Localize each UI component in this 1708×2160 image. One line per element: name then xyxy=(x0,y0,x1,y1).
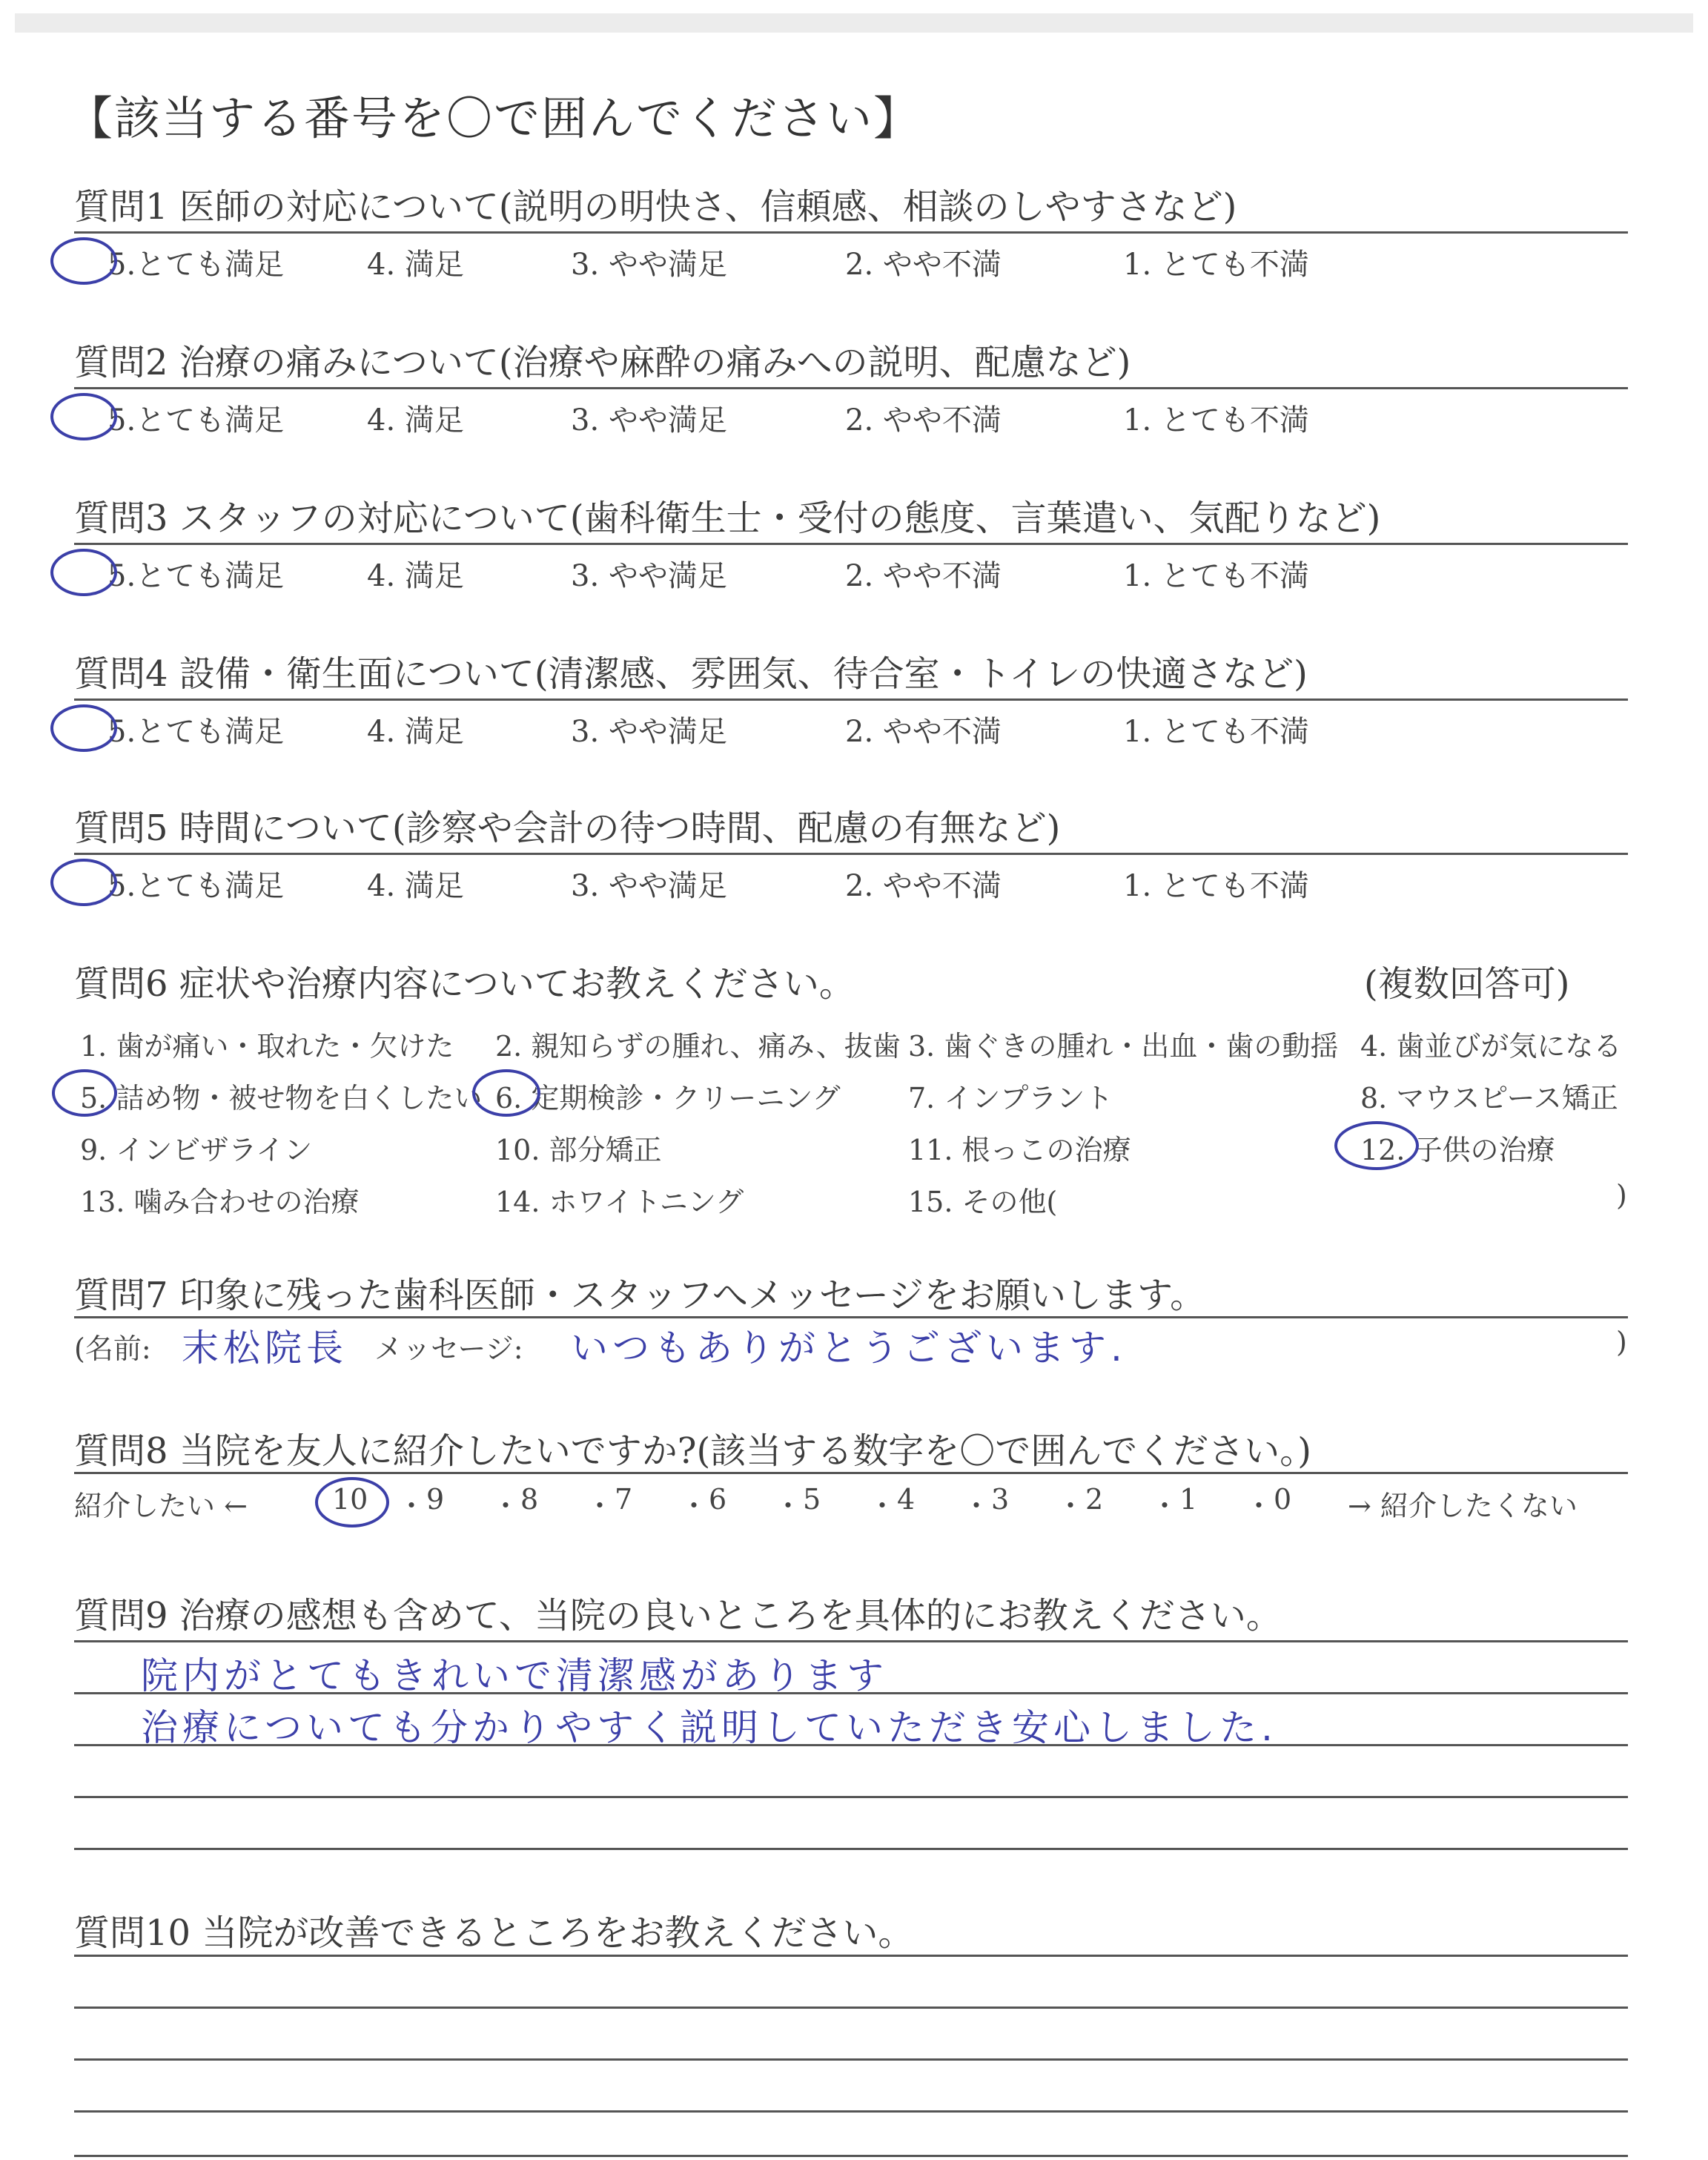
q5-option-3[interactable]: 3. やや満足 xyxy=(571,869,727,903)
q6-item-10[interactable]: 10. 部分矯正 xyxy=(495,1134,662,1166)
q10-rule-1 xyxy=(74,1955,1628,1957)
q1-selection-circle xyxy=(50,237,117,285)
q2-selection-circle xyxy=(50,393,117,440)
q3-option-2[interactable]: 2. やや不満 xyxy=(845,559,1002,593)
q6-item-16: ) xyxy=(1616,1179,1627,1212)
q9-title: 質問9 治療の感想も含めて、当院の良いところを具体的にお教えください。 xyxy=(74,1595,1282,1636)
q3-option-5[interactable]: 5.とても満足 xyxy=(107,559,285,593)
page-header: 【該当する番号を〇で囲んでください】 xyxy=(67,91,921,145)
q2-title: 質問2 治療の痛みについて(治療や麻酔の痛みへの説明、配慮など) xyxy=(74,342,1131,383)
q1-option-1[interactable]: 1. とても不満 xyxy=(1123,248,1309,282)
q4-selection-circle xyxy=(50,704,117,752)
q8-selection-circle xyxy=(315,1477,389,1527)
q9-rule-1 xyxy=(74,1640,1628,1642)
q6-item-4[interactable]: 4. 歯並びが気になる xyxy=(1360,1030,1622,1063)
q6-item-11[interactable]: 11. 根っこの治療 xyxy=(908,1134,1131,1166)
q10-title: 質問10 当院が改善できるところをお教えください。 xyxy=(74,1912,914,1954)
q1-option-2[interactable]: 2. やや不満 xyxy=(845,248,1002,282)
q8-title: 質問8 当院を友人に紹介したいですか?(該当する数字を〇で囲んでください。) xyxy=(74,1430,1311,1472)
q8-scale-separator: ・ xyxy=(586,1490,615,1522)
q6-item-6[interactable]: 6. 定期検診・クリーニング xyxy=(495,1082,841,1114)
scan-top-edge xyxy=(15,13,1693,33)
q9-answer-line-2[interactable]: 治療についても分かりやすく説明していただき安心しました. xyxy=(141,1706,1277,1749)
q8-scale-separator: ・ xyxy=(1245,1490,1274,1522)
q5-title: 質問5 時間について(診察や会計の待つ時間、配慮の有無など) xyxy=(74,807,1061,849)
q8-scale-separator: ・ xyxy=(1056,1490,1085,1522)
q6-item-5[interactable]: 5. 詰め物・被せ物を白くしたい xyxy=(80,1082,483,1114)
q8-scale-0[interactable]: 0 xyxy=(1274,1483,1292,1516)
q8-scale-9[interactable]: 9 xyxy=(426,1483,445,1516)
q6-item-8[interactable]: 8. マウスピース矯正 xyxy=(1360,1082,1618,1114)
q10-rule-2 xyxy=(74,2007,1628,2009)
q1-rule xyxy=(74,231,1628,234)
q6-item-2[interactable]: 2. 親知らずの腫れ、痛み、抜歯 xyxy=(495,1030,901,1063)
q1-option-5[interactable]: 5.とても満足 xyxy=(107,248,285,282)
q6-item-13[interactable]: 13. 噛み合わせの治療 xyxy=(80,1186,360,1218)
q5-option-5[interactable]: 5.とても満足 xyxy=(107,869,285,903)
q1-option-3[interactable]: 3. やや満足 xyxy=(571,248,727,282)
q8-right-label: → 紹介したくない xyxy=(1348,1490,1578,1522)
q3-option-1[interactable]: 1. とても不満 xyxy=(1123,559,1309,593)
q6-item-3[interactable]: 3. 歯ぐきの腫れ・出血・歯の動揺 xyxy=(908,1030,1339,1063)
q8-scale-separator: ・ xyxy=(774,1490,803,1522)
q3-title: 質問3 スタッフの対応について(歯科衛生士・受付の態度、言葉遣い、気配りなど) xyxy=(74,498,1381,539)
q8-scale-separator: ・ xyxy=(491,1490,520,1522)
q6-item-7[interactable]: 7. インプラント xyxy=(908,1082,1113,1114)
q8-scale-separator: ・ xyxy=(962,1490,991,1522)
q3-option-3[interactable]: 3. やや満足 xyxy=(571,559,727,593)
q7-title: 質問7 印象に残った歯科医師・スタッフへメッセージをお願いします。 xyxy=(74,1275,1206,1316)
q7-message-value[interactable]: いつもありがとうございます. xyxy=(571,1327,1127,1370)
q7-close-paren: ) xyxy=(1616,1326,1627,1358)
q8-scale-10[interactable]: 10 xyxy=(332,1483,368,1516)
q3-selection-circle xyxy=(50,549,117,596)
q8-scale-separator: ・ xyxy=(868,1490,897,1522)
q3-rule xyxy=(74,543,1628,545)
q2-option-1[interactable]: 1. とても不満 xyxy=(1123,403,1309,437)
q8-scale-6[interactable]: 6 xyxy=(709,1483,727,1516)
q3-option-4[interactable]: 4. 満足 xyxy=(367,559,464,593)
q4-option-5[interactable]: 5.とても満足 xyxy=(107,715,285,749)
q4-rule xyxy=(74,698,1628,701)
q8-rule xyxy=(74,1472,1628,1474)
q6-item-12[interactable]: 12. 子供の治療 xyxy=(1360,1134,1555,1166)
q8-scale-separator: ・ xyxy=(397,1490,426,1522)
q6-selection-circle-6 xyxy=(472,1069,540,1117)
q8-left-label: 紹介したい ← xyxy=(74,1490,248,1522)
q10-rule-5 xyxy=(74,2155,1628,2157)
q8-scale-5[interactable]: 5 xyxy=(803,1483,821,1516)
q5-selection-circle xyxy=(50,859,117,906)
q4-title: 質問4 設備・衛生面について(清潔感、雰囲気、待合室・トイレの快適さなど) xyxy=(74,653,1308,695)
q2-rule xyxy=(74,387,1628,389)
q2-option-5[interactable]: 5.とても満足 xyxy=(107,403,285,437)
q8-scale-8[interactable]: 8 xyxy=(520,1483,539,1516)
q8-scale-4[interactable]: 4 xyxy=(897,1483,916,1516)
q7-name-label: (名前: xyxy=(74,1332,151,1365)
q10-rule-3 xyxy=(74,2058,1628,2061)
q4-option-1[interactable]: 1. とても不満 xyxy=(1123,715,1309,749)
q7-message-label: メッセージ: xyxy=(374,1332,523,1365)
q6-item-1[interactable]: 1. 歯が痛い・取れた・欠けた xyxy=(80,1030,454,1063)
q8-scale-7[interactable]: 7 xyxy=(615,1483,633,1516)
q2-option-2[interactable]: 2. やや不満 xyxy=(845,403,1002,437)
q5-option-2[interactable]: 2. やや不満 xyxy=(845,869,1002,903)
q9-rule-4 xyxy=(74,1796,1628,1798)
q8-scale-3[interactable]: 3 xyxy=(991,1483,1010,1516)
q8-scale-separator: ・ xyxy=(680,1490,709,1522)
q6-note: (複数回答可) xyxy=(1364,963,1570,1005)
q4-option-4[interactable]: 4. 満足 xyxy=(367,715,464,749)
q5-option-1[interactable]: 1. とても不満 xyxy=(1123,869,1309,903)
q7-name-value[interactable]: 末松院長 xyxy=(182,1327,348,1370)
q9-answer-line-1[interactable]: 院内がとてもきれいで清潔感があります xyxy=(141,1654,888,1697)
q1-title: 質問1 医師の対応について(説明の明快さ、信頼感、相談のしやすさなど) xyxy=(74,186,1237,228)
q1-option-4[interactable]: 4. 満足 xyxy=(367,248,464,282)
q6-selection-circle-12 xyxy=(1334,1121,1419,1170)
q6-selection-circle-5 xyxy=(52,1069,117,1117)
q8-scale-1[interactable]: 1 xyxy=(1179,1483,1198,1516)
q6-item-9[interactable]: 9. インビザライン xyxy=(80,1134,313,1166)
q5-rule xyxy=(74,853,1628,855)
q9-rule-5 xyxy=(74,1848,1628,1850)
q5-option-4[interactable]: 4. 満足 xyxy=(367,869,464,903)
q8-scale-2[interactable]: 2 xyxy=(1085,1483,1104,1516)
q8-scale-separator: ・ xyxy=(1151,1490,1179,1522)
q6-item-15[interactable]: 15. その他( xyxy=(908,1186,1058,1218)
q6-item-14[interactable]: 14. ホワイトニング xyxy=(495,1186,744,1218)
q6-title: 質問6 症状や治療内容についてお教えください。 xyxy=(74,963,855,1005)
q10-rule-4 xyxy=(74,2110,1628,2113)
q2-option-4[interactable]: 4. 満足 xyxy=(367,403,464,437)
q4-option-2[interactable]: 2. やや不満 xyxy=(845,715,1002,749)
q4-option-3[interactable]: 3. やや満足 xyxy=(571,715,727,749)
q2-option-3[interactable]: 3. やや満足 xyxy=(571,403,727,437)
